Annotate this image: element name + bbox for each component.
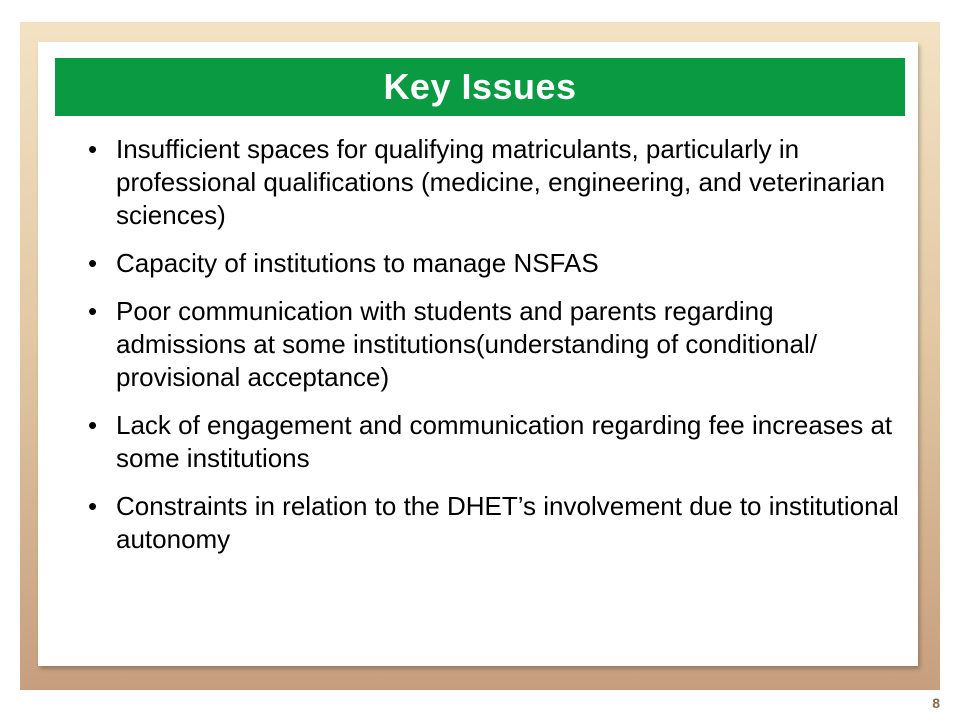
bullet-list [88,133,908,571]
bullet-text: Capacity of institutions to manage NSFAS [116,248,599,278]
bullet-item [88,490,908,556]
page-number: 8 [932,695,940,711]
bullet-text: Lack of engagement and communication regarding fee increases at some institutions [116,410,893,473]
title-bar [55,58,905,116]
bullet-item [88,133,908,232]
bullet-dot-icon: • [88,410,98,440]
bullet-item [88,409,908,475]
slide-title: Key Issues [383,66,577,107]
bullet-dot-icon: • [88,134,98,164]
bullet-item [88,247,908,280]
bullet-text: Insufficient spaces for qualifying matriculants, particularly in professional qualifications (medicine, engineering, and veterinarian sciences) [116,134,885,230]
bullet-dot-icon: • [88,491,98,521]
bullet-item [88,295,908,394]
bullet-text: Poor communication with students and parents regarding admissions at some institutions(understanding of conditional/ provisional acceptance) [116,296,817,392]
bullet-dot-icon: • [88,248,98,278]
bullet-dot-icon: • [88,296,98,326]
bullet-text: Constraints in relation to the DHET’s involvement due to institutional autonomy [116,491,899,554]
